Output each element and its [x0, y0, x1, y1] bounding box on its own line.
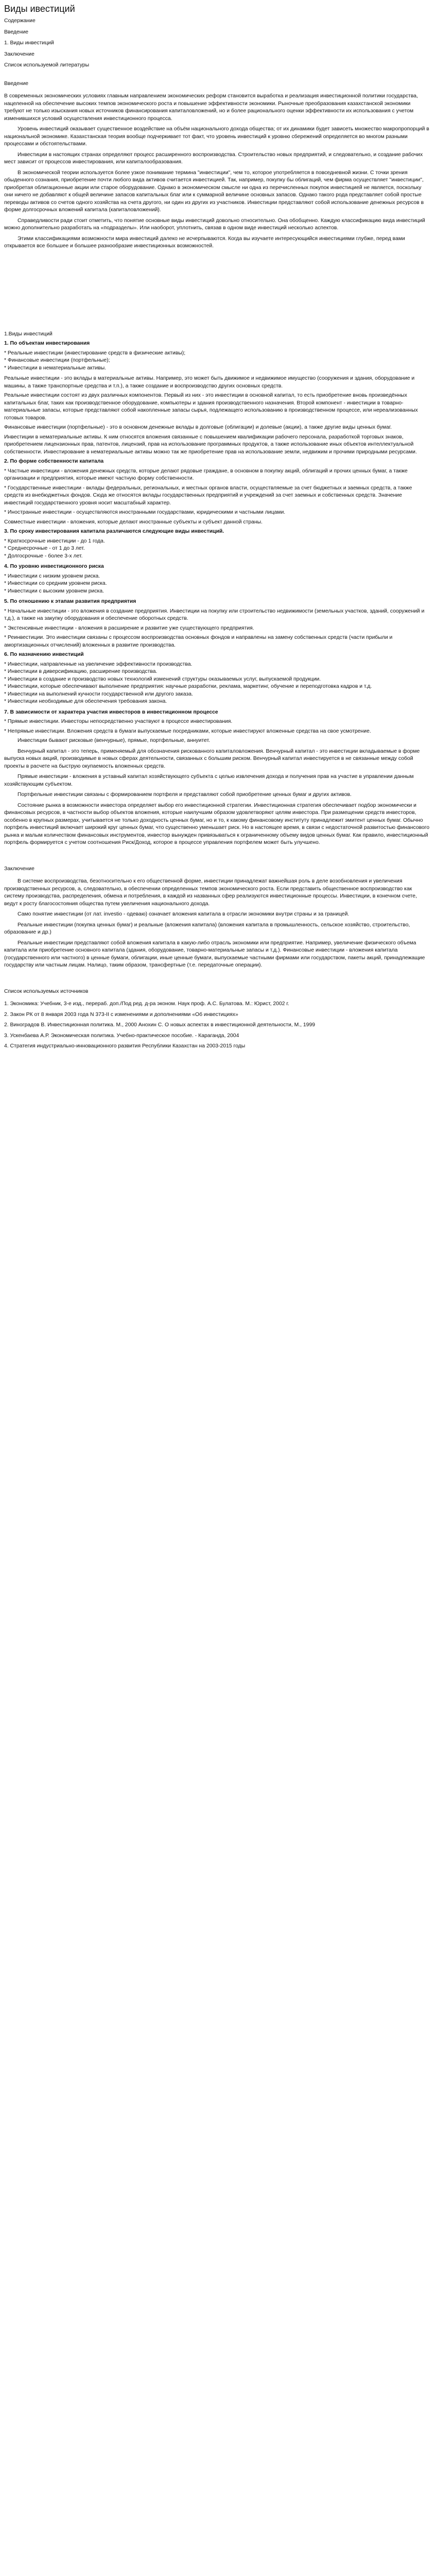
- reference-item: 4. Стратегия индустриально-инновационного развития Республики Казахстан на 2003-2015 годы: [4, 1043, 246, 1049]
- body-paragraph: Венчурный капитал - это теперь, применяемый для обозначения рискованного капиталовложения. Венчурный капитал - это инвестиции вкладываемые в форме выпуска новых акций, производимые в новых сферах деятельности, связанных с большим риском. Венчурный капитал инвестируется в не связанные между собой проекты в расчете на быструю окупаемость вложенных средств.: [4, 748, 420, 769]
- body-paragraph: Реальные инвестиции состоят из двух различных компонентов. Первый из них - это инвестиции в основной капитал, то есть приобретение вновь произведённых капитальных благ, таких как производственное оборудование, компьютеры и здания производственного назначения. Второй компонент - инвестиции в товарно-материальные запасы, которые представляют собой накопленные запасы сырья, подлежащего использованию в производственном процессе, или нереализованных готовых товаров.: [4, 393, 418, 421]
- body-paragraph: Реальные инвестиции - это вклады в материальные активы. Например, это может быть движимое и недвижимое имущество (сооружения и здания, оборудование и машины, а также транспортные средства и т.п.), а также создание и воспроизводство других основных средств.: [4, 376, 415, 389]
- document: [4, 3, 431, 1050]
- intro-paragraph: Справедливости ради стоит отметить, что понятие основные виды инвестиций довольно относительно. Она обобщенно. Каждую классификацию вида инвестиций можно дополнительно разработать на «подразделы». Или наоборот, уплотнить, связав в одном виде инвестиций несколько аспектов.: [4, 217, 425, 231]
- list-item: * Реальные инвестиции (инвестирование средств в физические активы);: [4, 350, 186, 356]
- body-paragraph: Финансовые инвестиции (портфельные) - это в основном денежные вклады в долговые (облигации) и долевые (акции), а также другие виды ценных бумаг.: [4, 425, 392, 430]
- body-paragraph: * Прямые инвестиции. Инвесторы непосредственно участвуют в процессе инвестирования.: [4, 719, 233, 724]
- bullet-list: [4, 350, 431, 372]
- list-item: * Инвестиции необходимые для обеспечения требования закона.: [4, 699, 167, 704]
- intro-paragraph: Этими классификациями возможности мира инвестиций далеко не исчерпываются. Когда вы изучаете интересующийся инвестициями глубже, перед вами открывается все большее и большее разнообразие инвестиционных возможностей.: [4, 235, 405, 249]
- subsection-heading: 7. В зависимости от характера участия инвесторов в инвестиционном процессе: [4, 709, 218, 715]
- conclusion-paragraph: Реальные инвестиции (покупка ценных бумаг) и реальные (вложения капитала) (вложения капитала в промышленность, сельское хозяйство, строительство, образование и др.): [4, 922, 410, 935]
- intro-section: [4, 93, 431, 250]
- subsection-heading: 5. По отношению к этапам развития предприятия: [4, 599, 136, 604]
- body-paragraph: Прямые инвестиции - вложения в уставный капитал хозяйствующего субъекта с целью извлечения дохода и получения прав на участие в управлении данным хозяйствующим субъектом.: [4, 774, 414, 787]
- reference-item: 3. Ускенбаева А.Р. Экономическая политика. Учебно-практическое пособие. - Караганда, 2004: [4, 1032, 239, 1039]
- intro-paragraph: В современных экономических условиях главным направлением экономических реформ становится выработка и реализация инвестиционной политики государства, нацеленной на обеспечение высоких темпов экономического роста и повышение эффективности экономики. Рыночные преобразования казахстанской экономики требуют не только изыскания новых источников финансирования капиталовложений, но и более рационального оценки эффективности их использования с учетом изменившихся условий осуществления инвестиционного процесса.: [4, 93, 418, 122]
- toc-link[interactable]: Введение: [4, 29, 29, 35]
- subsection-heading: 3. По сроку инвестирования капитала различаются следующие виды инвестиций.: [4, 529, 224, 534]
- body-paragraph: * Реинвестиции. Это инвестиции связаны с процессом воспроизводства основных фондов и направлены на замену собственных средств (части прибыли и амортизационных отчислений) вложенных в развитие производства.: [4, 635, 393, 648]
- toc-label: Содержание: [4, 18, 36, 24]
- body-paragraph: * Экстенсивные инвестиции - вложения в расширение и развитие уже существующего предприятия.: [4, 625, 254, 631]
- bullet-list: [4, 661, 431, 706]
- list-item: * Инвестиции в диверсификацию, расширение производства.: [4, 669, 158, 674]
- body-paragraph: * Иностранные инвестиции - осуществляются иностранными государствами, юридическими и частными лицами.: [4, 510, 286, 515]
- toc-link[interactable]: Список используемой литературы: [4, 62, 90, 68]
- body-paragraph: Состояние рынка в возможности инвестора определяет выбор его инвестиционной стратегии. Инвестиционная стратегия обеспечивает подбор экономически и финансовых ресурсов, в частности выбор объектов вложения, которые наилучшим образом удовлетворяют целям инвестора. При размещении средств инвесторов, особенно в крупных размерах, учитывается не только доходность ценных бумаг, но и то, к какому финансовому институту принадлежит эмитент ценных бумаг. Обычно портфель инвестиций включает широкий круг ценных бумаг, что существенно уменьшает риск. Но в настоящее время, в связи с недостаточной развитостью финансового рынка и малым количеством финансовых инструментов, инвестор вынужден привязываться к ограниченному объему видов ценных бумаг. Как правило, инвестиционный портфель формируется с учетом соотношения Риск/Доход, которое в процессе управления портфелем может быть улучшено.: [4, 802, 430, 845]
- list-item: * Инвестиции, которые обеспечивают выполнение предприятия: научные разработки, реклама, маркетинг, обучение и переподготовка кадров и т.д.: [4, 684, 372, 689]
- toc-link[interactable]: Заключение: [4, 51, 34, 57]
- table-of-contents: [4, 29, 431, 70]
- toc-item: [4, 29, 431, 37]
- conclusion-section: [4, 878, 431, 970]
- list-item: * Инвестиции в создание и производство новых технологий изменений структуры оказываемых услуг, выпускаемой продукции.: [4, 676, 321, 682]
- bullet-list: [4, 538, 431, 561]
- body-paragraph: Инвестиции в нематериальные активы. К ним относятся вложения связанные с повышением квалификации рабочего персонала, разработкой торговых знаков, приобретением лицензионных прав, патентов, лицензий, прав на использование программных продуктов, а также использование иных объектов интеллектуальной собственности. Инвестирование в нематериальные активы можно так же приобретение прав на использование земли, недвижим и прочими природными ресурсами.: [4, 434, 417, 455]
- body-section: [4, 340, 431, 847]
- references-title: Список используемых источников: [4, 988, 89, 994]
- conclusion-title: Заключение: [4, 866, 34, 872]
- toc-item: [4, 51, 431, 59]
- conclusion-paragraph: Само понятие инвестиции (от лат. investio - одеваю) означает вложения капитала в отрасли экономики внутри страны и за границей.: [18, 911, 350, 917]
- subsection-heading: 6. По назначению инвестиций: [4, 652, 84, 657]
- body-paragraph: Инвестиции бывают рисковые (венчурные), прямые, портфельные, аннуитет.: [18, 738, 210, 743]
- body-paragraph: Портфельные инвестиции связаны с формированием портфеля и представляют собой приобретение ценных бумаг и других активов.: [18, 792, 352, 798]
- list-item: * Долгосрочные - более 3-х лет.: [4, 553, 83, 559]
- subsection-heading: 2. По форме собственности капитала: [4, 459, 104, 464]
- intro-paragraph: Инвестиции в настоящих странах определяют процесс расширенного воспроизводства. Строительство новых предприятий, и следовательно, и создание рабочих мест зависит от процессов инвестирования, или капиталообразования.: [4, 151, 423, 165]
- body-paragraph: * Начальные инвестиции - это вложения в создание предприятия. Инвестиции на покупку или строительство недвижимости (земельных участков, зданий, сооружений и т.д.), а также на закупку оборудования и обеспечение оборотных средств.: [4, 608, 425, 621]
- reference-item: 2. Виноградов В. Инвестиционная политика. М., 2000 Анохин С. О новых аспектах в инвестиционной деятельности, М., 1999: [4, 1022, 316, 1028]
- toc-item: [4, 62, 431, 70]
- conclusion-paragraph: В системе воспроизводства, безотносительно к его общественной форме, инвестиции принадлежат важнейшая роль в деле возобновления и увеличения производственных ресурсов, а, следовательно, в обеспечении определенных темпов экономического роста. Если представить общественное воспроизводство как систему производства, распределения, обмена и потребления, в каждой из названных сфер реализуются инвестиционные процессы. Инвестиции, в конечном счете, ведут к росту благосостояния общества путем увеличения национального дохода.: [4, 878, 417, 907]
- body-section-title: 1.Виды инвестиций: [4, 331, 53, 337]
- list-item: * Инвестиции, направленные на увеличение эффективности производства.: [4, 661, 193, 667]
- list-item: * Инвестиции в нематериальные активы.: [4, 365, 107, 371]
- intro-paragraph: Уровень инвестиций оказывает существенное воздействие на объём национального дохода общества; от их динамики будет зависеть множество макропропорций в национальной экономике. Казахстанская теория вообще подчеркивает тот факт, что уровень инвестиций к уровню сбережений определяется во многом разными процессами и обстоятельствами.: [4, 126, 429, 147]
- subsection-heading: 1. По объектам инвестирования: [4, 341, 90, 346]
- body-paragraph: Совместные инвестиции - вложения, которые делают иностранные субъекты и субъект данной страны.: [4, 519, 263, 525]
- toc-item: [4, 40, 431, 47]
- body-paragraph: * Частные инвестиции - вложения денежных средств, которые делают рядовые граждане, в основном в покупку акций, облигаций и прочих ценных бумаг, а также организации и предприятия, которые имеют частную форму собственности.: [4, 468, 408, 481]
- subsection-heading: 4. По уровню инвестиционного риска: [4, 564, 104, 569]
- list-item: * Краткосрочные инвестиции - до 1 года.: [4, 538, 105, 544]
- intro-paragraph: В экономической теории используется более узкое понимание термина "инвестиции", чем то, которое употребляется в повседневной жизни. С точки зрения обыденного сознания, приобретение почти любого вида активов считается инвестицией. Так, например, покупку бы облигаций, чем фирма осуществляет "инвестиции", приобретая облигационные акции или старое оборудование. Однако в экономическом смысле ни одна из перечисленных покупок инвестицией не является, поскольку они ничего не добавляют к общей величине запасов капитальных благ или к суммарной величине основных запасов. Однако такого рода представляет собой простые переводы активов со счетов одного хозяйства на счета другого, ни один из других из участников. Инвестиции представляют собой использование денежных ресурсов в форме долгосрочных вложений капитала (капиталовложений).: [4, 170, 424, 213]
- list-item: * Инвестиции с высоким уровнем риска.: [4, 588, 104, 594]
- list-item: * Финансовые инвестиции (портфельные);: [4, 358, 110, 363]
- page-title: Виды ивестиций: [4, 4, 75, 14]
- list-item: * Инвестиции на выполнений кучности государственной или другого заказа.: [4, 691, 193, 697]
- bullet-list: [4, 573, 431, 596]
- reference-item: 2. Закон РК от 8 января 2003 года N 373-II с изменениями и дополнениями «Об инвестициях»: [4, 1011, 238, 1018]
- references-list: [4, 1001, 431, 1050]
- body-paragraph: * Непрямые инвестиции. Вложения средств в бумаги выпускаемые посредниками, которые инвестируют вложенные средства на свое усмотрение.: [4, 728, 371, 734]
- body-paragraph: * Государственные инвестиции - вклады федеральных, региональных, и местных органов власти, осуществляемые за счет бюджетных и заемных средств, а также средств из внебюджетных фондов. Сюда же относятся вклады государственных предприятий и учреждений за счет заемных и собственных средств. Значение инвестиций государственного уровня носит масштабный характер.: [4, 485, 412, 506]
- list-item: * Инвестиции с низким уровнем риска.: [4, 573, 100, 579]
- intro-title: Введение: [4, 80, 29, 87]
- reference-item: 1. Экономика: Учебник, 3-е изд., перераб. доп./Под ред. д-ра эконом. Наук проф. А.С. Булатова. М.: Юрист, 2002 г.: [4, 1001, 289, 1007]
- toc-link[interactable]: 1. Виды инвестиций: [4, 40, 54, 46]
- list-item: * Инвестиции со средним уровнем риска.: [4, 581, 107, 586]
- conclusion-paragraph: Реальные инвестиции представляют собой вложения капитала в какую-либо отрасль экономики или предприятие. Например, увеличение физического объема капитала или приобретение основного капитала (здания, оборудование, товарно-материальные запасы и т.д.). Финансовые инвестиции - вложения капитала (государственного или частного) в ценные бумаги, облигации, иные ценные бумаги, выпускаемые частными фирмами или государством, пакеты акций, принадлежащие государству или частным лицам. Налицо, таким образом, трансфертные (т.е. передаточные операции).: [4, 940, 425, 968]
- list-item: * Среднесрочные - от 1 до 3 лет.: [4, 546, 85, 551]
